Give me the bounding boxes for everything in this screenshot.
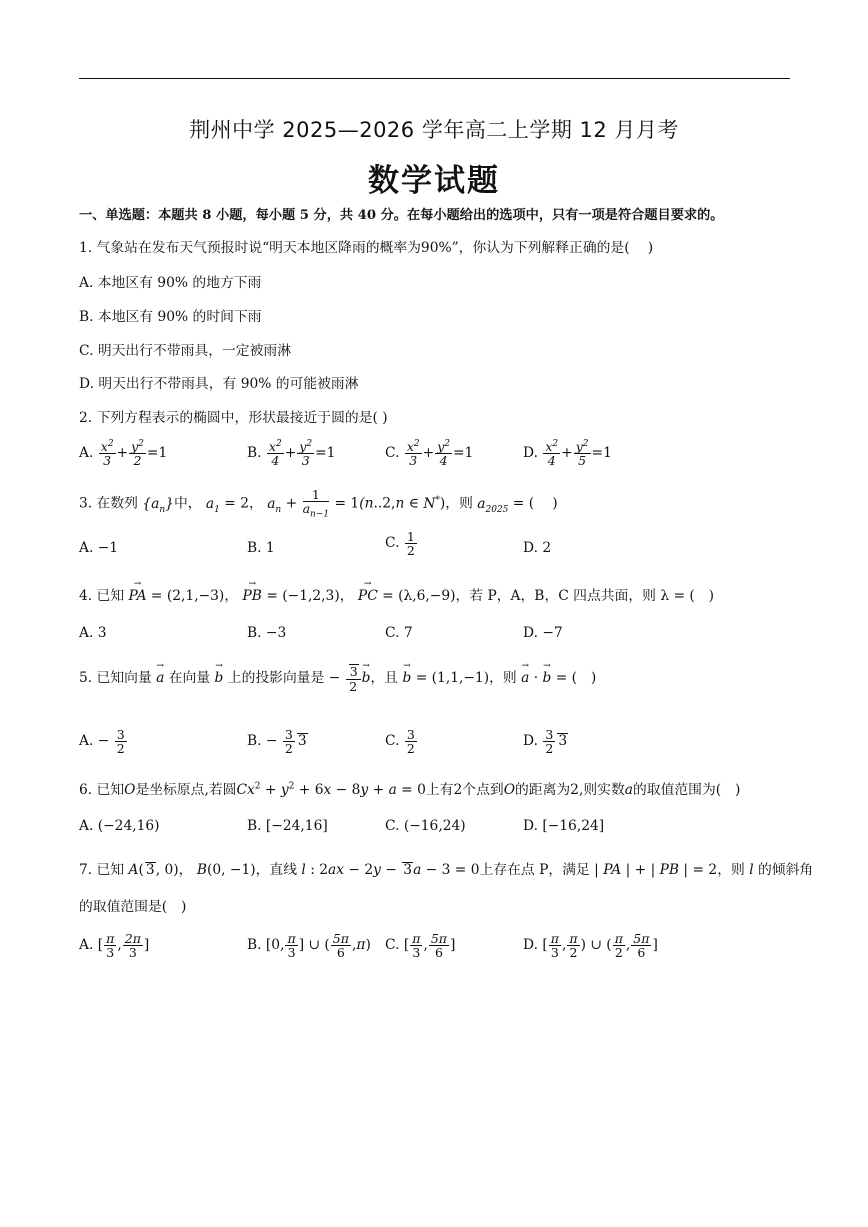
q5-option-b: B. − $\frac{3}{2}$ 3 bbox=[247, 727, 307, 757]
q7-option-b: B. [0, $\frac{\pi}{3}$ ] ∪ ( $\frac{5\pi}{6}$ ,π) bbox=[247, 931, 371, 961]
q3-stem: 3. 在数列 $\{a_n\}$中， $a_1 = 2$， $a_n$ + $\frac{1}{a_{n-1}}$ = 1(n..2,n ∈ N*)，则 $a_{2025}$ = ( ) bbox=[79, 487, 558, 520]
q5-option-a: A. − $\frac{3}{2}$ bbox=[79, 727, 125, 757]
q6-stem: 6. 已知O是坐标原点,若圆$Cx^2 + y^2 + 6x - 8y + a = 0$上有2个点到O的距离为2,则实数a的取值范围为( ) bbox=[79, 781, 741, 798]
q1-option-b: B. 本地区有 90% 的时间下雨 bbox=[79, 309, 262, 325]
q5-option-c: C. $\frac{3}{2}$ bbox=[385, 727, 415, 757]
q7-stem-2: 的取值范围是( ) bbox=[79, 899, 187, 915]
q3-option-b: B. 1 bbox=[247, 540, 275, 556]
q7-stem: 7. 已知 A( 3, 0)， B(0, −1)，直线 l : 2ax − 2y − 3a − 3 = 0上存在点 P，满足 | PA | + | PB | = 2，则 l 的倾斜角 bbox=[79, 862, 814, 878]
q2-option-a: A. $\frac{x^2}{3}$ + $\frac{y^2}{2}$ =1 bbox=[79, 439, 168, 469]
q1-option-a: A. 本地区有 90% 的地方下雨 bbox=[79, 275, 262, 291]
q1-option-d: D. 明天出行不带雨具，有 90% 的可能被雨淋 bbox=[79, 376, 359, 392]
q1-stem: 1. 气象站在发布天气预报时说“明天本地区降雨的概率为90%”，你认为下列解释正确的是( ) bbox=[79, 240, 654, 256]
exam-title: 荆州中学 2025—2026 学年高二上学期 12 月月考 bbox=[189, 118, 679, 142]
exam-subject: 数学试题 bbox=[368, 163, 500, 199]
q2-stem: 2. 下列方程表示的椭圆中，形状最接近于圆的是( ) bbox=[79, 410, 388, 426]
q1-option-c: C. 明天出行不带雨具，一定被雨淋 bbox=[79, 343, 291, 359]
q4-stem: 4. 已知 → PA = (2,1,−3)， → PB = (−1,2,3)， → PC = (λ,6,−9)，若 P，A，B，C 四点共面，则 λ = ( ) bbox=[79, 584, 714, 604]
q2-option-c: C. $\frac{x^2}{3}$ + $\frac{y^2}{4}$ =1 bbox=[385, 439, 474, 469]
q4-option-a: A. 3 bbox=[79, 625, 107, 641]
q3-option-d: D. 2 bbox=[523, 540, 552, 556]
q5-stem: 5. 已知向量 → a 在向量 → b 上的投影向量是 − $\frac{3}{2}$ → b，且 → b = (1,1,−1)，则 → a · → b = ( ) bbox=[79, 664, 596, 693]
q3-option-c: C. $\frac{1}{2}$ bbox=[385, 529, 415, 559]
q6-option-a: A. (−24,16) bbox=[79, 818, 160, 834]
section-heading: 一、单选题：本题共 8 小题，每小题 5 分，共 40 分。在每小题给出的选项中，只有一项是符合题目要求的。 bbox=[79, 208, 724, 223]
q4-option-d: D. −7 bbox=[523, 625, 563, 641]
q5-option-d: D. $\frac{3}{2}$ 3 bbox=[523, 727, 568, 757]
q7-option-c: C. [ $\frac{\pi}{3}$ , $\frac{5\pi}{6}$ ] bbox=[385, 931, 456, 961]
q3-option-a: A. −1 bbox=[79, 540, 119, 556]
q2-option-b: B. $\frac{x^2}{4}$ + $\frac{y^2}{3}$ =1 bbox=[247, 439, 336, 469]
q6-option-d: D. [−16,24] bbox=[523, 818, 605, 834]
q7-option-a: A. [ $\frac{\pi}{3}$ , $\frac{2\pi}{3}$ ] bbox=[79, 931, 150, 961]
q7-option-d: D. [ $\frac{\pi}{3}$ , $\frac{\pi}{2}$ ) ∪ ( $\frac{\pi}{2}$ , $\frac{5\pi}{6}$ ] bbox=[523, 931, 658, 961]
q6-option-c: C. (−16,24) bbox=[385, 818, 466, 834]
q4-option-c: C. 7 bbox=[385, 625, 413, 641]
q2-option-d: D. $\frac{x^2}{4}$ + $\frac{y^2}{5}$ =1 bbox=[523, 439, 612, 469]
top-rule bbox=[79, 78, 790, 79]
q4-option-b: B. −3 bbox=[247, 625, 287, 641]
q6-option-b: B. [−24,16] bbox=[247, 818, 328, 834]
